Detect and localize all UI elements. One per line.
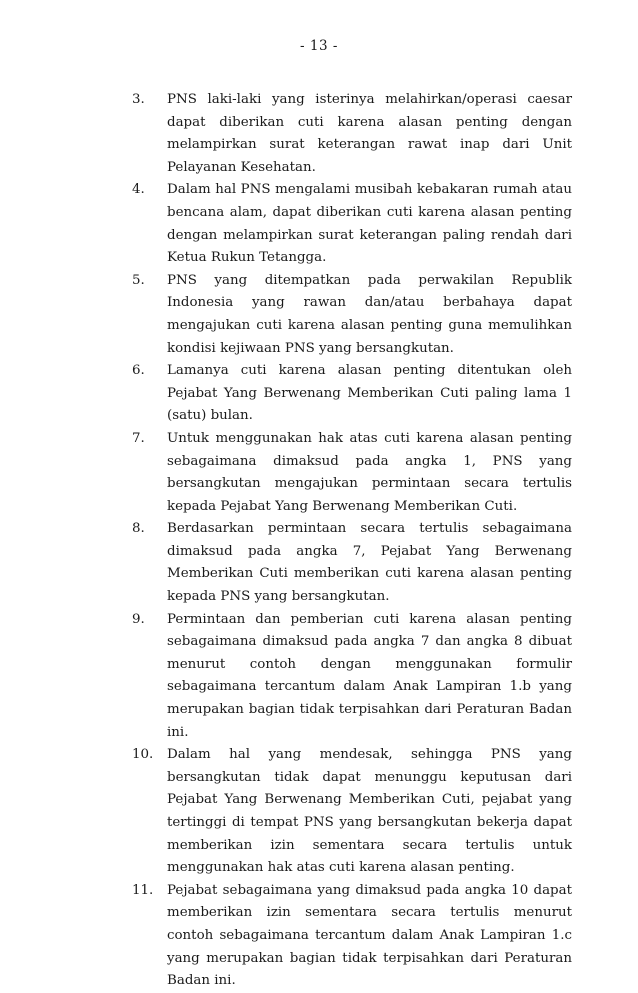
list-item bbox=[132, 609, 572, 745]
list-item bbox=[132, 179, 572, 269]
list-item bbox=[132, 270, 572, 360]
item-number: 3. bbox=[132, 92, 145, 107]
item-number: 6. bbox=[132, 363, 145, 379]
item-text: Untuk menggunakan hak atas cuti karena alasan penting sebagaimana dimaksud pada angka 1, PNS yang bersangkutan mengajukan permintaan secara tertulis kepada Pejabat Yang Berwenang Memberikan Cuti. bbox=[167, 430, 572, 514]
list-item bbox=[132, 89, 572, 179]
list-item bbox=[132, 428, 572, 518]
item-text: Berdasarkan permintaan secara tertulis sebagaimana dimaksud pada angka 7, Pejabat Yang Berwenang Memberikan Cuti memberikan cuti karena alasan penting kepada PNS yang bersangkutan. bbox=[167, 521, 572, 605]
list-item bbox=[132, 518, 572, 608]
page-number: - 13 - bbox=[300, 38, 338, 54]
item-number: 8. bbox=[132, 521, 145, 537]
item-text: Lamanya cuti karena alasan penting ditentukan oleh Pejabat Yang Berwenang Memberikan Cuti paling lama 1 (satu) bulan. bbox=[167, 363, 572, 424]
item-text: Pejabat sebagaimana yang dimaksud pada angka 10 dapat memberikan izin sementara secara tertulis menurut contoh sebagaimana tercantum dalam Anak Lampiran 1.c yang merupakan bagian tidak terpisahkan dari Peraturan Badan ini. bbox=[167, 882, 572, 989]
item-number: 11. bbox=[132, 882, 154, 898]
list-item bbox=[132, 360, 572, 428]
item-text: PNS yang ditempatkan pada perwakilan Republik Indonesia yang rawan dan/atau berbahaya dapat mengajukan cuti karena alasan penting guna memulihkan kondisi kejiwaan PNS yang bersangkutan. bbox=[167, 272, 572, 356]
item-text: PNS laki-laki yang isterinya melahirkan/operasi caesar dapat diberikan cuti karena alasan penting dengan melampirkan surat keterangan rawat inap dari Unit Pelayanan Kesehatan. bbox=[167, 92, 572, 175]
item-number: 9. bbox=[132, 611, 145, 627]
item-text: Dalam hal yang mendesak, sehingga PNS yang bersangkutan tidak dapat menunggu keputusan dari Pejabat Yang Berwenang Memberikan Cuti, pejabat yang tertinggi di tempat PNS yang bersangkutan bekerja dapat memberikan izin sementara secara tertulis untuk menggunakan hak atas cuti karena alasan penting. bbox=[167, 747, 572, 876]
item-text: Permintaan dan pemberian cuti karena alasan penting sebagaimana dimaksud pada angka 7 dan angka 8 dibuat menurut contoh dengan menggunakan formulir sebagaimana tercantum dalam Anak Lampiran 1.b yang merupakan bagian tidak terpisahkan dari Peraturan Badan ini. bbox=[167, 611, 572, 740]
item-text: Dalam hal PNS mengalami musibah kebakaran rumah atau bencana alam, dapat diberikan cuti karena alasan penting dengan melampirkan surat keterangan paling rendah dari Ketua Rukun Tetangga. bbox=[167, 182, 572, 266]
list-item bbox=[132, 744, 572, 880]
item-number: 7. bbox=[132, 430, 145, 446]
numbered-list bbox=[132, 89, 572, 993]
item-number: 4. bbox=[132, 182, 145, 198]
item-number: 5. bbox=[132, 272, 145, 288]
item-number: 10. bbox=[132, 747, 154, 763]
